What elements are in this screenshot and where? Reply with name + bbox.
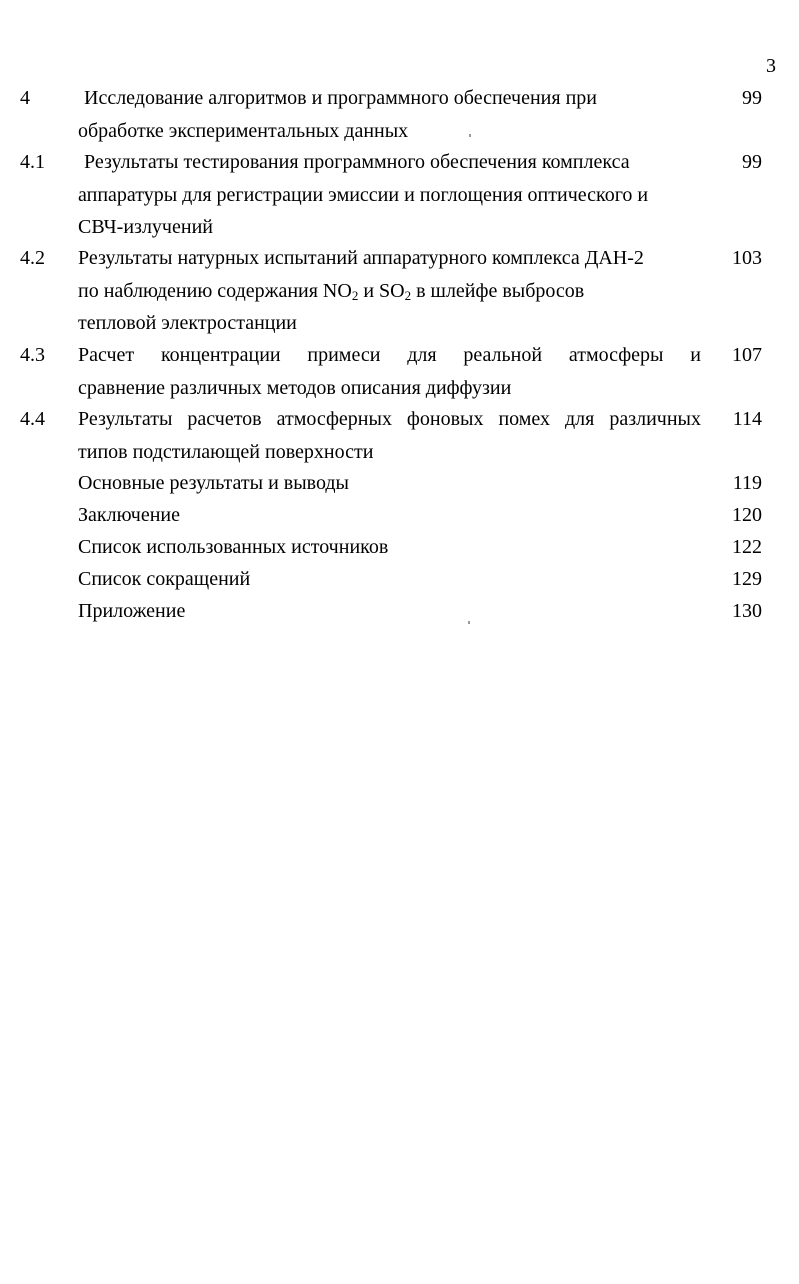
- toc-entry-line: Расчет концентрации примеси для реальной атмосферы и: [78, 344, 701, 366]
- toc-entry-title: [78, 146, 701, 244]
- page-number: 3: [766, 55, 776, 77]
- toc-entry-page: 99: [742, 87, 762, 109]
- toc-entry-page: 103: [732, 247, 762, 269]
- toc-entry-line: обработке экспериментальных данных: [78, 119, 409, 142]
- toc-text-fragment: по наблюдению содержания NO: [78, 279, 352, 302]
- toc-text-fragment: в шлейфе выбросов: [411, 279, 585, 302]
- toc-entry-number: 4.1: [20, 151, 45, 173]
- toc-entry-line: типов подстилающей поверхности: [78, 440, 374, 463]
- toc-entry-page: 119: [732, 472, 762, 494]
- toc-text-fragment: и SO: [358, 279, 405, 302]
- toc-entry-number: 4.4: [20, 408, 45, 430]
- toc-entry-line: Основные результаты и выводы: [78, 472, 349, 494]
- toc-entry-title: [78, 499, 701, 532]
- toc-entry-page: 107: [732, 344, 762, 366]
- toc-entry-title: [78, 531, 701, 564]
- toc-subscript: 2: [404, 287, 412, 303]
- toc-entry-line: Исследование алгоритмов и программного обеспечения при: [84, 87, 597, 109]
- toc-entry-line: Приложение: [78, 600, 186, 622]
- toc-entry-line: аппаратуры для регистрации эмиссии и поглощения оптического и: [78, 183, 649, 206]
- toc-entry-line: Результаты расчетов атмосферных фоновых помех для различных: [78, 408, 701, 430]
- toc-entry-line: СВЧ-излучений: [78, 216, 213, 238]
- toc-entry-page: 130: [732, 600, 762, 622]
- toc-entry-line: Результаты натурных испытаний аппаратурного комплекса ДАН-2: [78, 247, 644, 269]
- toc-entry-title: [78, 595, 701, 628]
- toc-entry-line: [78, 275, 701, 308]
- toc-entry-title: [78, 242, 701, 340]
- scan-speck: [468, 621, 470, 624]
- toc-entry-title: [78, 82, 701, 147]
- toc-entry-line: Список использованных источников: [78, 536, 389, 558]
- toc-entry-page: 99: [742, 151, 762, 173]
- toc-entry-page: 120: [732, 504, 762, 526]
- scan-speck: [469, 134, 471, 137]
- toc-entry-line: Заключение: [78, 504, 180, 526]
- toc-entry-line: тепловой электростанции: [78, 312, 297, 334]
- toc-entry-title: [78, 339, 701, 404]
- toc-entry-number: 4: [20, 87, 30, 109]
- toc-entry-title: [78, 563, 701, 596]
- toc-entry-number: 4.3: [20, 344, 45, 366]
- toc-entry-line: Список сокращений: [78, 568, 251, 590]
- toc-entry-line: сравнение различных методов описания диффузии: [78, 376, 512, 399]
- toc-entry-page: 114: [732, 408, 762, 430]
- toc-entry-page: 122: [732, 536, 762, 558]
- toc-entry-number: 4.2: [20, 247, 45, 269]
- toc-entry-title: [78, 467, 701, 500]
- toc-entry-page: 129: [732, 568, 762, 590]
- toc-subscript: 2: [351, 287, 359, 303]
- toc-entry-title: [78, 403, 701, 468]
- toc-entry-line: Результаты тестирования программного обеспечения комплекса: [84, 151, 630, 173]
